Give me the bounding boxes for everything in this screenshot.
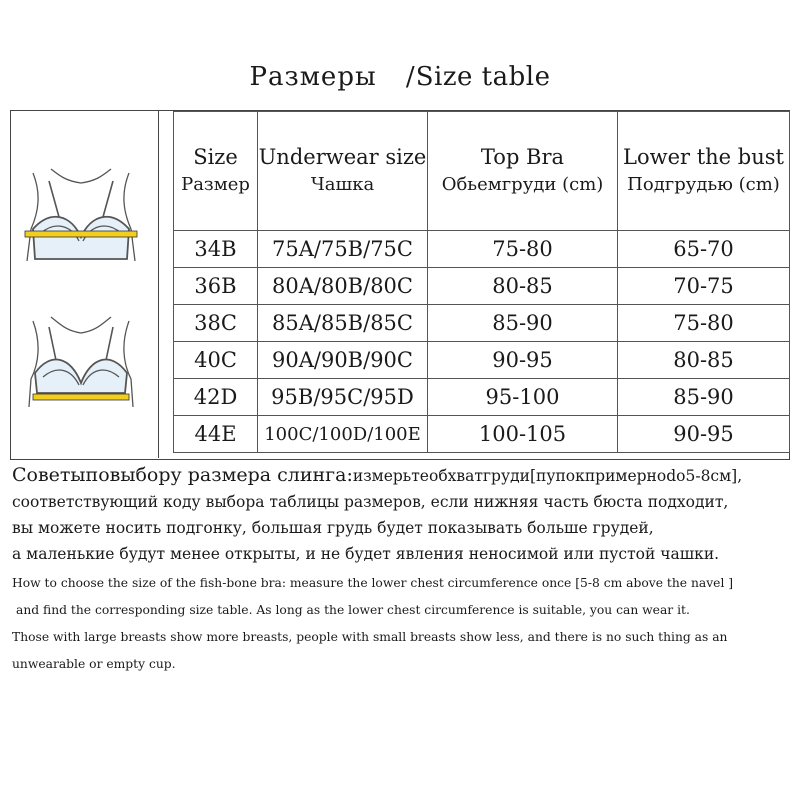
cell-underwear: 90A/90B/90C	[258, 342, 428, 379]
cell-top-bra: 75-80	[428, 231, 618, 268]
cell-size: 42D	[174, 379, 258, 416]
bra-measurement-icon	[11, 111, 157, 457]
cell-lower-bust: 85-90	[618, 379, 790, 416]
cell-underwear: 100C/100D/100E	[258, 416, 428, 453]
table-header-row	[174, 112, 790, 231]
cell-size: 36B	[174, 268, 258, 305]
cell-top-bra: 100-105	[428, 416, 618, 453]
cell-lower-bust: 70-75	[618, 268, 790, 305]
cell-size: 40C	[174, 342, 258, 379]
lower-bust-figure	[29, 317, 133, 407]
ru-tip-line: Советыповыбору размера слинга:измерьтеобхватгруди[пупокпримерноdо5-8см],	[12, 464, 743, 486]
cell-underwear: 95B/95C/95D	[258, 379, 428, 416]
cell-lower-bust: 80-85	[618, 342, 790, 379]
ru-tip-line: вы можете носить подгонку, большая грудь будет показывать больше грудей,	[12, 519, 654, 537]
cell-lower-bust: 75-80	[618, 305, 790, 342]
cell-lower-bust: 65-70	[618, 231, 790, 268]
table-row	[174, 305, 790, 342]
measurement-illustration	[11, 111, 159, 458]
en-tip-line: Those with large breasts show more breasts, people with small breasts show less, and there is no such thing as an	[12, 630, 728, 644]
cell-lower-bust: 90-95	[618, 416, 790, 453]
cell-underwear: 75A/75B/75C	[258, 231, 428, 268]
title-separator: /	[405, 62, 416, 92]
ru-tip-line: а маленькие будут менее открыты, и не будет явления неносимой или пустой чашки.	[12, 545, 720, 563]
en-tip-line: unwearable or empty cup.	[12, 657, 176, 671]
header-size: Size Размер	[174, 112, 258, 231]
header-top-bra: Top Bra Обьемгруди (cm)	[428, 112, 618, 231]
table-row	[174, 416, 790, 453]
cell-top-bra: 90-95	[428, 342, 618, 379]
cell-size: 34B	[174, 231, 258, 268]
english-tips	[12, 570, 792, 678]
table-row	[174, 231, 790, 268]
russian-tips	[12, 462, 792, 567]
cell-size: 44E	[174, 416, 258, 453]
cell-top-bra: 95-100	[428, 379, 618, 416]
title-ru: Размеры	[249, 62, 377, 92]
table-row	[174, 342, 790, 379]
en-tip-line: How to choose the size of the fish-bone bra: measure the lower chest circumference once [5-8 cm above the navel ]	[12, 576, 734, 590]
ru-tip-line: соответствующий коду выбора таблицы размеров, если нижняя часть бюста подходит,	[12, 493, 729, 511]
table-row	[174, 379, 790, 416]
ru-tip-lead: Советыповыбору размера слинга:	[12, 464, 353, 486]
cell-size: 38C	[174, 305, 258, 342]
table-row	[174, 268, 790, 305]
top-bra-figure	[25, 169, 137, 261]
cell-top-bra: 80-85	[428, 268, 618, 305]
cell-underwear: 85A/85B/85C	[258, 305, 428, 342]
en-tip-line: and find the corresponding size table. As long as the lower chest circumference is suitable, you can wear it.	[16, 603, 690, 617]
header-lower-bust: Lower the bust Подгрудью (cm)	[618, 112, 790, 231]
size-table	[173, 111, 790, 453]
cell-top-bra: 85-90	[428, 305, 618, 342]
size-chart-frame	[10, 110, 790, 460]
cell-underwear: 80A/80B/80C	[258, 268, 428, 305]
title-en: Size table	[415, 62, 551, 92]
page-title	[0, 62, 800, 92]
header-underwear-size: Underwear size Чашка	[258, 112, 428, 231]
